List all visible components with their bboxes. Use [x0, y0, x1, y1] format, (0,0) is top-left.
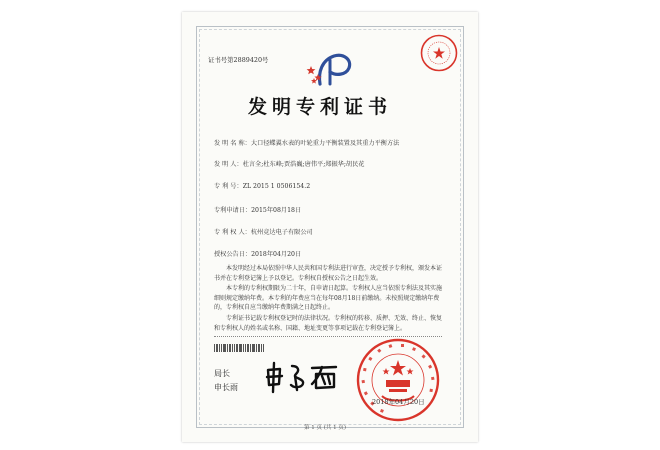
- field-value: 2018年04月20日: [251, 251, 302, 258]
- field-invention-name: [214, 140, 399, 148]
- handwritten-signature: [262, 360, 342, 394]
- patent-office-logo: [308, 52, 354, 86]
- top-seal: [420, 34, 458, 72]
- term-paragraph: 本专利的专利权期限为二十年，自申请日起算。专利权人应当依照专利法及其实施细则规定缴纳年费。本专利的年费应当在每年08月18日前缴纳。未按照规定缴纳年费的，专利权自应当缴纳年费期满之日起终止。: [214, 285, 443, 311]
- director-title: 局长: [214, 369, 230, 378]
- certificate-number: 证书号第2889420号: [208, 56, 269, 64]
- field-value: 大口径蝶翼水表的叶轮重力平衡装置及其重力平衡方法: [250, 140, 400, 147]
- seal-date: 2018年04月20日: [372, 398, 425, 406]
- field-label: 发 明 人：: [214, 161, 243, 168]
- grant-paragraph: 本发明经过本局依照中华人民共和国专利法进行审查，决定授予专利权，颁发本证书并在专利登记簿上予以登记。专利权自授权公告之日起生效。: [214, 265, 443, 282]
- national-seal: [356, 338, 440, 422]
- field-inventors: [214, 161, 365, 169]
- field-label: 专利申请日：: [214, 207, 252, 214]
- certificate-title: 发明专利证书: [248, 96, 393, 118]
- field-label: 授权公告日：: [214, 251, 252, 258]
- page-footer: 第 1 页 (共 1 页): [304, 425, 347, 431]
- director-name: 申长雨: [214, 383, 238, 392]
- field-patent-number: [214, 183, 310, 191]
- field-grant-date: [214, 251, 301, 259]
- field-value: ZL 2015 1 0506154.2: [242, 183, 311, 190]
- divider: [214, 336, 442, 337]
- field-label: 专 利 权 人：: [214, 229, 251, 236]
- barcode: [214, 344, 274, 352]
- field-value: 杭州竞达电子有限公司: [250, 229, 313, 236]
- field-value: 杜言全;杜东峰;贾浩巍;唐伟平;郑振华;胡民花: [242, 161, 365, 168]
- field-label: 发 明 名 称：: [214, 140, 251, 147]
- field-label: 专 利 号：: [214, 183, 243, 190]
- field-application-date: [214, 207, 301, 215]
- status-paragraph: 专利证书记载专利权登记时的法律状况。专利权的转移、质押、无效、终止、恢复和专利权人的姓名或名称、国籍、地址变更等事项记载在专利登记簿上。: [214, 315, 443, 332]
- field-value: 2015年08月18日: [251, 207, 302, 214]
- field-patentee: [214, 229, 313, 237]
